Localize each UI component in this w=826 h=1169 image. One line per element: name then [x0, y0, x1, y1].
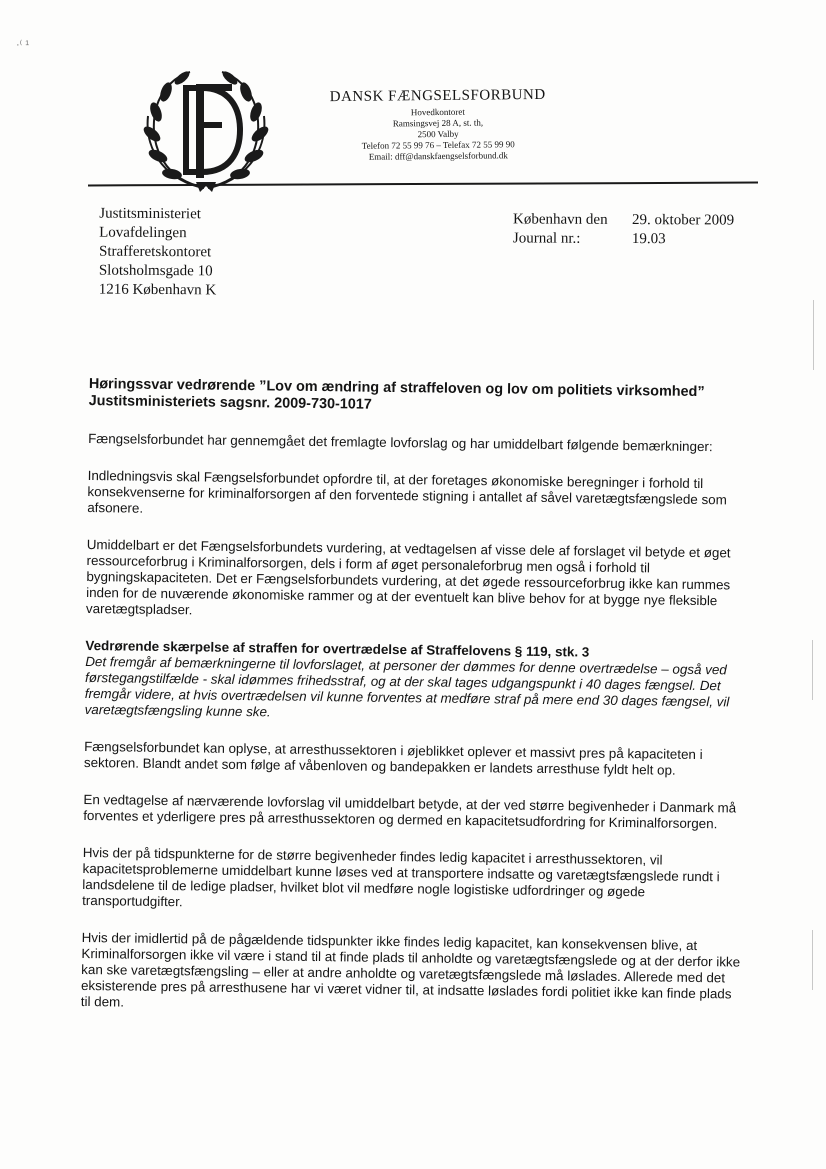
letter-meta: [513, 210, 734, 249]
letter-date: 29. oktober 2009: [632, 212, 735, 229]
body-paragraph: Fængselsforbundet har gennemgået det fremlagte lovforslag og har umiddelbart følgende bemærkninger:: [88, 430, 713, 455]
body-paragraph: Indledningsvis skal Fængselsforbundet opfordre til, at der foretages økonomiske beregninger i forhold til konsekvenserne for kriminalforsorgen af den forventede stigning i antallet af såvel varetægtsfængslede som afsonere.: [87, 467, 727, 516]
letterhead-organization: [318, 87, 559, 164]
recipient-line: Strafferetskontoret: [98, 243, 212, 261]
recipient-line: Lovafdelingen: [99, 224, 187, 242]
recipient-line: 1216 København K: [98, 281, 217, 299]
date-row: [513, 210, 734, 230]
place-label: København den: [513, 211, 608, 228]
letterhead-line: Email: dff@danskfaengselsforbund.dk: [368, 150, 508, 162]
body-paragraph: Umiddelbart er det Fængselsforbundets vurdering, at vedtagelsen af visse dele af forslaget vil betyde et øget ressourceforbrug i Kriminalforsorgen, dels i form af øget personaleforbrug men også i forhold til bygningskapaciteten. Det er Fængselsforbundets vurdering, at det øgede ressourceforbrug ikke kan rummes inden for de nuværende økonomiske rammer og at der eventuelt kan blive behov for at bygge nye fleksible varetægtspladser.: [85, 536, 731, 618]
scan-edge-line: [813, 300, 814, 370]
journal-label: Journal nr.:: [512, 230, 581, 247]
recipient-line: Justitsministeriet: [99, 205, 201, 223]
organization-name: DANSK FÆNGSELSFORBUND: [329, 86, 546, 106]
letterhead-line: 2500 Valby: [417, 128, 459, 140]
letter-body: [80, 376, 749, 1040]
letterhead-line: Telefon 72 55 99 76 – Telefax 72 55 99 90: [361, 139, 515, 151]
scan-edge-line: [812, 930, 813, 990]
journal-number: 19.03: [631, 231, 666, 248]
recipient-line: Slotsholmsgade 10: [98, 262, 213, 280]
body-paragraph: En vedtagelse af nærværende lovforslag vil umiddelbart betyde, at der ved større begivenheder i Danmark må forventes et yderligere pres på arresthussektoren og dermed en kapacitetsudfordring for Kriminalforsorgen.: [83, 791, 737, 832]
journal-row: [513, 229, 734, 249]
body-paragraph: Fængselsforbundet kan oplyse, at arresthussektoren i øjeblikket oplever et massivt pres på kapaciteten i sektoren. Blandt andet som følge af våbenloven og bandepakken er landets arresthuse fyldt helt op.: [83, 738, 703, 778]
body-paragraph: Hvis der på tidspunkterne for de større begivenheder findes ledig kapacitet i arresthussektoren, vil kapacitetsproblemerne umiddelbart kunne løses ved at transportere indsatte og varetægtsfængslede rundt i landsdelene til de ledige pladser, hvilket blot vil medføre nogle logistiske udfordringer og øgede transportudgifter.: [82, 844, 720, 910]
section-heading: Vedrørende skærpelse af straffen for overtrædelse af Straffelovens § 119, stk. 3: [85, 637, 590, 660]
letterhead-line: Hovedkontoret: [410, 106, 465, 118]
section-italic-paragraph: Det fremgår af bemærkningerne til lovforslaget, at personer der dømmes for denne overtrædelse – også ved førstegangstilfælde - skal idømmes frihedsstraf, og at der skal tages udgangspunkt i 40 dages fængsel. Det fremgår videre, at hvis overtrædelsen vil kunne forventes at medføre straf på mere end 30 dages fængsel, vil varetægtsfængsling kunne ske.: [84, 653, 730, 720]
scan-artifact-mark: ·⁽ ¹: [16, 39, 30, 51]
body-paragraph: Hvis der imidlertid på de pågældende tidspunkter ikke findes ledig kapacitet, kan konsekvensen blive, at Kriminalforsorgen ikke vil være i stand til at finde plads til anholdte og varetægtsfængslede og at der derfor ikke kan ske varetægtsfængsling – eller at andre anholdte og varetægtsfængslede må løslades. Allerede med det eksisterende pres på arresthusene har vi været vidner til, at indsatte løslades fordi politiet ikke kan finde plads til dem.: [80, 929, 741, 1010]
letter-title: Høringssvar vedrørende ”Lov om ændring af straffeloven og lov om politiets virksomhed” Justitsministeriets sagsnr. 2009-730-1017: [88, 376, 705, 413]
df-monogram-wreath-logo: [140, 64, 272, 196]
letterhead-line: Ramsingsvej 28 A, st. th,: [392, 117, 484, 129]
scan-edge-line: [812, 640, 813, 700]
recipient-address: [99, 205, 217, 301]
